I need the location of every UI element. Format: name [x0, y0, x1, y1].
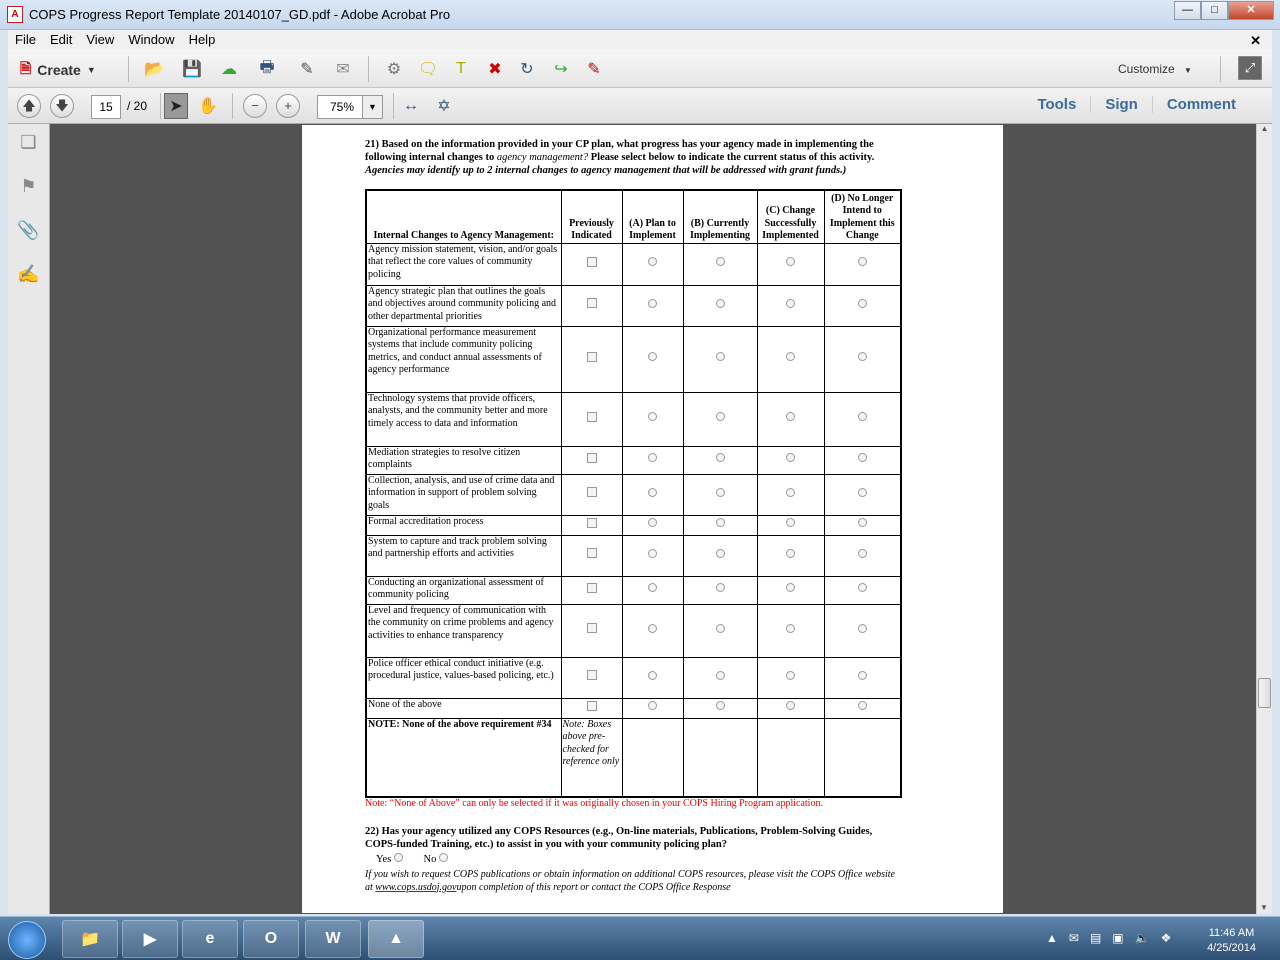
row-label: Collection, analysis, and use of crime data and information in support of problem solving goals [366, 474, 561, 515]
header-no-longer-intend: (D) No Longer Intend to Implement this Change [824, 190, 901, 243]
open-icon[interactable]: 📂 [144, 61, 164, 78]
no-longer-intend-radio[interactable] [858, 488, 867, 497]
row-label: Agency strategic plan that outlines the goals and objectives around community policing and other departmental priorities [366, 285, 561, 326]
plan-to-implement-radio[interactable] [648, 488, 657, 497]
delete-page-icon[interactable]: ✖ [488, 61, 502, 78]
print-icon[interactable]: 🖶 [259, 58, 275, 76]
currently-implementing-radio[interactable] [716, 488, 725, 497]
fill-sign-icon[interactable]: ✎ [587, 61, 601, 78]
scrollbar-thumb[interactable] [1258, 678, 1271, 708]
change-implemented-radio[interactable] [786, 453, 795, 462]
change-implemented-radio[interactable] [786, 257, 795, 266]
currently-implementing-radio[interactable] [716, 299, 725, 308]
plan-to-implement-radio[interactable] [648, 549, 657, 558]
table-row [366, 285, 901, 326]
currently-implementing-radio[interactable] [716, 352, 725, 361]
vertical-scrollbar[interactable] [1256, 124, 1272, 914]
title-bar [0, 0, 1280, 30]
menu-bar [8, 30, 1272, 50]
table-row [366, 392, 901, 446]
create-icon: 🗎 [20, 60, 32, 76]
attachments-icon[interactable]: 📎 [17, 220, 40, 240]
word-icon[interactable]: W [305, 920, 361, 958]
plan-to-implement-radio[interactable] [648, 299, 657, 308]
email-icon[interactable]: ✉ [336, 61, 350, 78]
fit-page-icon[interactable]: ✡ [437, 98, 451, 115]
chevron-down-icon[interactable]: ▼ [362, 96, 382, 118]
page-total: / 20 [127, 99, 148, 113]
bookmarks-icon[interactable]: ⚑ [20, 176, 37, 196]
previously-indicated-checkbox[interactable] [587, 583, 597, 593]
tools-pane-button[interactable]: Tools [1037, 96, 1077, 113]
extract-page-icon[interactable]: ↪ [554, 61, 568, 78]
device-icon[interactable]: ▤ [1089, 931, 1102, 945]
internal-changes-table [365, 189, 902, 798]
start-button[interactable] [8, 921, 46, 959]
row-label: Agency mission statement, vision, and/or goals that reflect the core values of community policing [366, 243, 561, 285]
full-screen-icon[interactable]: ⤢ [1238, 56, 1262, 80]
change-implemented-radio[interactable] [786, 518, 795, 527]
plan-to-implement-radio[interactable] [648, 701, 657, 710]
comment-pane-button[interactable]: Comment [1152, 96, 1250, 113]
previously-indicated-checkbox[interactable] [587, 298, 597, 308]
replace-page-icon[interactable]: ↻ [520, 61, 534, 78]
page-thumbnails-icon[interactable]: ❏ [20, 132, 37, 152]
cops-website-link[interactable]: www.cops.usdoj.gov [375, 881, 457, 893]
maximize-button[interactable]: □ [1201, 1, 1228, 20]
previously-indicated-checkbox[interactable] [587, 518, 597, 528]
no-longer-intend-radio[interactable] [858, 671, 867, 680]
table-row [366, 657, 901, 698]
internet-explorer-icon[interactable]: e [182, 920, 238, 958]
previously-indicated-checkbox[interactable] [587, 412, 597, 422]
change-implemented-radio[interactable] [786, 549, 795, 558]
table-row [366, 576, 901, 604]
navigation-pane [8, 124, 50, 914]
header-previously-indicated: Previously Indicated [561, 190, 622, 243]
table-row [366, 515, 901, 535]
note-row-label: NOTE: None of the above requirement #34 [366, 718, 561, 797]
settings-gear-icon[interactable]: ⚙ [386, 61, 402, 78]
plan-to-implement-radio[interactable] [648, 624, 657, 633]
previously-indicated-checkbox[interactable] [587, 257, 597, 267]
change-implemented-radio[interactable] [786, 299, 795, 308]
plan-to-implement-radio[interactable] [648, 583, 657, 592]
select-tool-icon[interactable]: ➤ [164, 93, 188, 119]
scroll-up-icon[interactable]: ▲ [1260, 124, 1269, 133]
question-22: 22) Has your agency utilized any COPS Resources (e.g., On-line materials, Publications, Problem-Solving Guides, COPS-funded Training, etc.) to assist in you with your community policing plan? [365, 826, 873, 850]
row-label: System to capture and track problem solving and partnership efforts and activities [366, 535, 561, 576]
question-21: 21) Based on the information provided in your CP plan, what progress has your agency made in implementing the following internal changes to agency management? Please select below to indicate the current status of this activity. Agencies may identify up to 2 internal changes to agency management that will be addressed with grant funds.) [365, 139, 875, 176]
close-document-icon[interactable]: ✕ [1250, 33, 1261, 48]
yes-radio[interactable] [394, 853, 403, 862]
change-implemented-radio[interactable] [786, 701, 795, 710]
menu-help[interactable]: Help [188, 32, 216, 47]
row-label: Mediation strategies to resolve citizen complaints [366, 446, 561, 474]
outlook-icon[interactable]: O [243, 920, 299, 958]
no-longer-intend-radio[interactable] [858, 299, 867, 308]
no-longer-intend-radio[interactable] [858, 701, 867, 710]
currently-implementing-radio[interactable] [716, 549, 725, 558]
no-longer-intend-radio[interactable] [858, 624, 867, 633]
none-of-above-note: Note: “None of Above” can only be selected if it was originally chosen in your COPS Hiring Program application. [365, 798, 823, 809]
row-label: Technology systems that provide officers, analysts, and the community better and more timely access to data and information [366, 392, 561, 446]
explorer-icon[interactable]: 📁 [62, 920, 118, 958]
header-internal-changes: Internal Changes to Agency Management: [366, 190, 561, 243]
change-implemented-radio[interactable] [786, 583, 795, 592]
previously-indicated-checkbox[interactable] [587, 453, 597, 463]
zoom-level-select[interactable]: 75% ▼ [317, 95, 383, 119]
media-player-icon[interactable]: ▶ [122, 920, 178, 958]
minimize-button[interactable]: — [1174, 1, 1201, 20]
menu-window[interactable]: Window [128, 32, 175, 47]
taskbar [0, 916, 1280, 960]
row-label: Level and frequency of communication with the community on crime problems and agency activities to enhance transparency [366, 604, 561, 657]
no-longer-intend-radio[interactable] [858, 412, 867, 421]
sign-pane-button[interactable]: Sign [1090, 96, 1152, 113]
previously-indicated-checkbox[interactable] [587, 623, 597, 633]
table-row [366, 243, 901, 285]
table-row [366, 326, 901, 392]
system-tray [1046, 931, 1171, 945]
previously-indicated-checkbox[interactable] [587, 548, 597, 558]
no-longer-intend-radio[interactable] [858, 257, 867, 266]
no-longer-intend-radio[interactable] [858, 549, 867, 558]
plan-to-implement-radio[interactable] [648, 257, 657, 266]
previously-indicated-checkbox[interactable] [587, 670, 597, 680]
currently-implementing-radio[interactable] [716, 671, 725, 680]
navigation-toolbar [8, 88, 1272, 124]
no-longer-intend-radio[interactable] [858, 583, 867, 592]
volume-icon[interactable]: 🔈 [1134, 931, 1150, 945]
change-implemented-radio[interactable] [786, 352, 795, 361]
currently-implementing-radio[interactable] [716, 257, 725, 266]
highlight-text-icon[interactable]: T [456, 60, 466, 77]
window-title: COPS Progress Report Template 20140107_GD.pdf - Adobe Acrobat Pro [29, 7, 451, 22]
table-row [366, 698, 901, 718]
row-label: None of the above [366, 698, 561, 718]
create-button[interactable]: 🗎 Create ▼ [20, 58, 96, 82]
no-longer-intend-radio[interactable] [858, 518, 867, 527]
previously-indicated-checkbox[interactable] [587, 487, 597, 497]
row-label: Police officer ethical conduct initiative (e.g. procedural justice, values-based policing, etc.) [366, 657, 561, 698]
row-label: Organizational performance measurement systems that include community policing metrics, and conduct annual assessments of agency performance [366, 326, 561, 392]
previously-indicated-checkbox[interactable] [587, 352, 597, 362]
plan-to-implement-radio[interactable] [648, 518, 657, 527]
change-implemented-radio[interactable] [786, 624, 795, 633]
next-page-icon[interactable]: 🡇 [50, 94, 74, 118]
zoom-out-icon[interactable]: − [243, 94, 267, 118]
no-longer-intend-radio[interactable] [858, 352, 867, 361]
customize-dropdown[interactable]: Customize ▼ [1118, 62, 1192, 76]
row-label: Conducting an organizational assessment of community policing [366, 576, 561, 604]
plan-to-implement-radio[interactable] [648, 352, 657, 361]
table-row [366, 474, 901, 515]
menu-edit[interactable]: Edit [49, 32, 73, 47]
acrobat-icon: A [7, 6, 23, 23]
zoom-in-icon[interactable]: + [276, 94, 300, 118]
acrobat-taskbar-icon[interactable]: ▲ [368, 920, 424, 958]
currently-implementing-radio[interactable] [716, 624, 725, 633]
q22-options: Yes No [376, 853, 448, 865]
edit-document-icon[interactable]: ✎ [300, 61, 314, 78]
plan-to-implement-radio[interactable] [648, 671, 657, 680]
no-longer-intend-radio[interactable] [858, 453, 867, 462]
mail-icon[interactable]: ✉ [1068, 931, 1079, 945]
hand-tool-icon[interactable]: ✋ [198, 98, 218, 115]
signatures-icon[interactable]: ✍ [17, 264, 40, 284]
plan-to-implement-radio[interactable] [648, 453, 657, 462]
comment-bubble-icon[interactable]: 🗨 [417, 61, 439, 78]
currently-implementing-radio[interactable] [716, 518, 725, 527]
pdf-page [302, 125, 1003, 913]
currently-implementing-radio[interactable] [716, 701, 725, 710]
network-icon[interactable]: ▣ [1112, 931, 1124, 945]
close-button[interactable]: ✕ [1228, 1, 1274, 20]
main-toolbar [8, 50, 1272, 88]
cops-resources-info: If you wish to request COPS publications or obtain information on additional COPS resources, please visit the COPS Office website at www.cops.usdoj.govupon completion of this report or contact the COPS Office Response [365, 869, 895, 893]
table-row [366, 535, 901, 576]
clock[interactable]: 11:46 AM 4/25/2014 [1207, 927, 1256, 954]
show-hidden-icons[interactable]: ▲ [1046, 931, 1058, 945]
fit-width-icon[interactable]: ↔ [403, 97, 419, 114]
change-implemented-radio[interactable] [786, 671, 795, 680]
header-change-implemented: (C) Change Successfully Implemented [757, 190, 824, 243]
table-row [366, 604, 901, 657]
save-icon[interactable]: 💾 [182, 61, 202, 78]
scroll-down-icon[interactable]: ▼ [1260, 903, 1268, 912]
header-plan-to-implement: (A) Plan to Implement [622, 190, 683, 243]
dropbox-icon[interactable]: ❖ [1160, 931, 1172, 945]
no-radio[interactable] [439, 853, 448, 862]
note-row-italic: Note: Boxes above pre-checked for reference only [561, 718, 622, 797]
upload-cloud-icon[interactable]: ☁ [221, 61, 237, 78]
menu-file[interactable]: File [15, 32, 36, 47]
change-implemented-radio[interactable] [786, 412, 795, 421]
currently-implementing-radio[interactable] [716, 412, 725, 421]
table-row [366, 446, 901, 474]
previously-indicated-checkbox[interactable] [587, 701, 597, 711]
currently-implementing-radio[interactable] [716, 583, 725, 592]
page-number-input[interactable]: 15 [91, 95, 121, 119]
previous-page-icon[interactable]: 🡅 [17, 94, 41, 118]
currently-implementing-radio[interactable] [716, 453, 725, 462]
header-currently-implementing: (B) Currently Implementing [683, 190, 757, 243]
menu-view[interactable]: View [86, 32, 115, 47]
row-label: Formal accreditation process [366, 515, 561, 535]
change-implemented-radio[interactable] [786, 488, 795, 497]
plan-to-implement-radio[interactable] [648, 412, 657, 421]
